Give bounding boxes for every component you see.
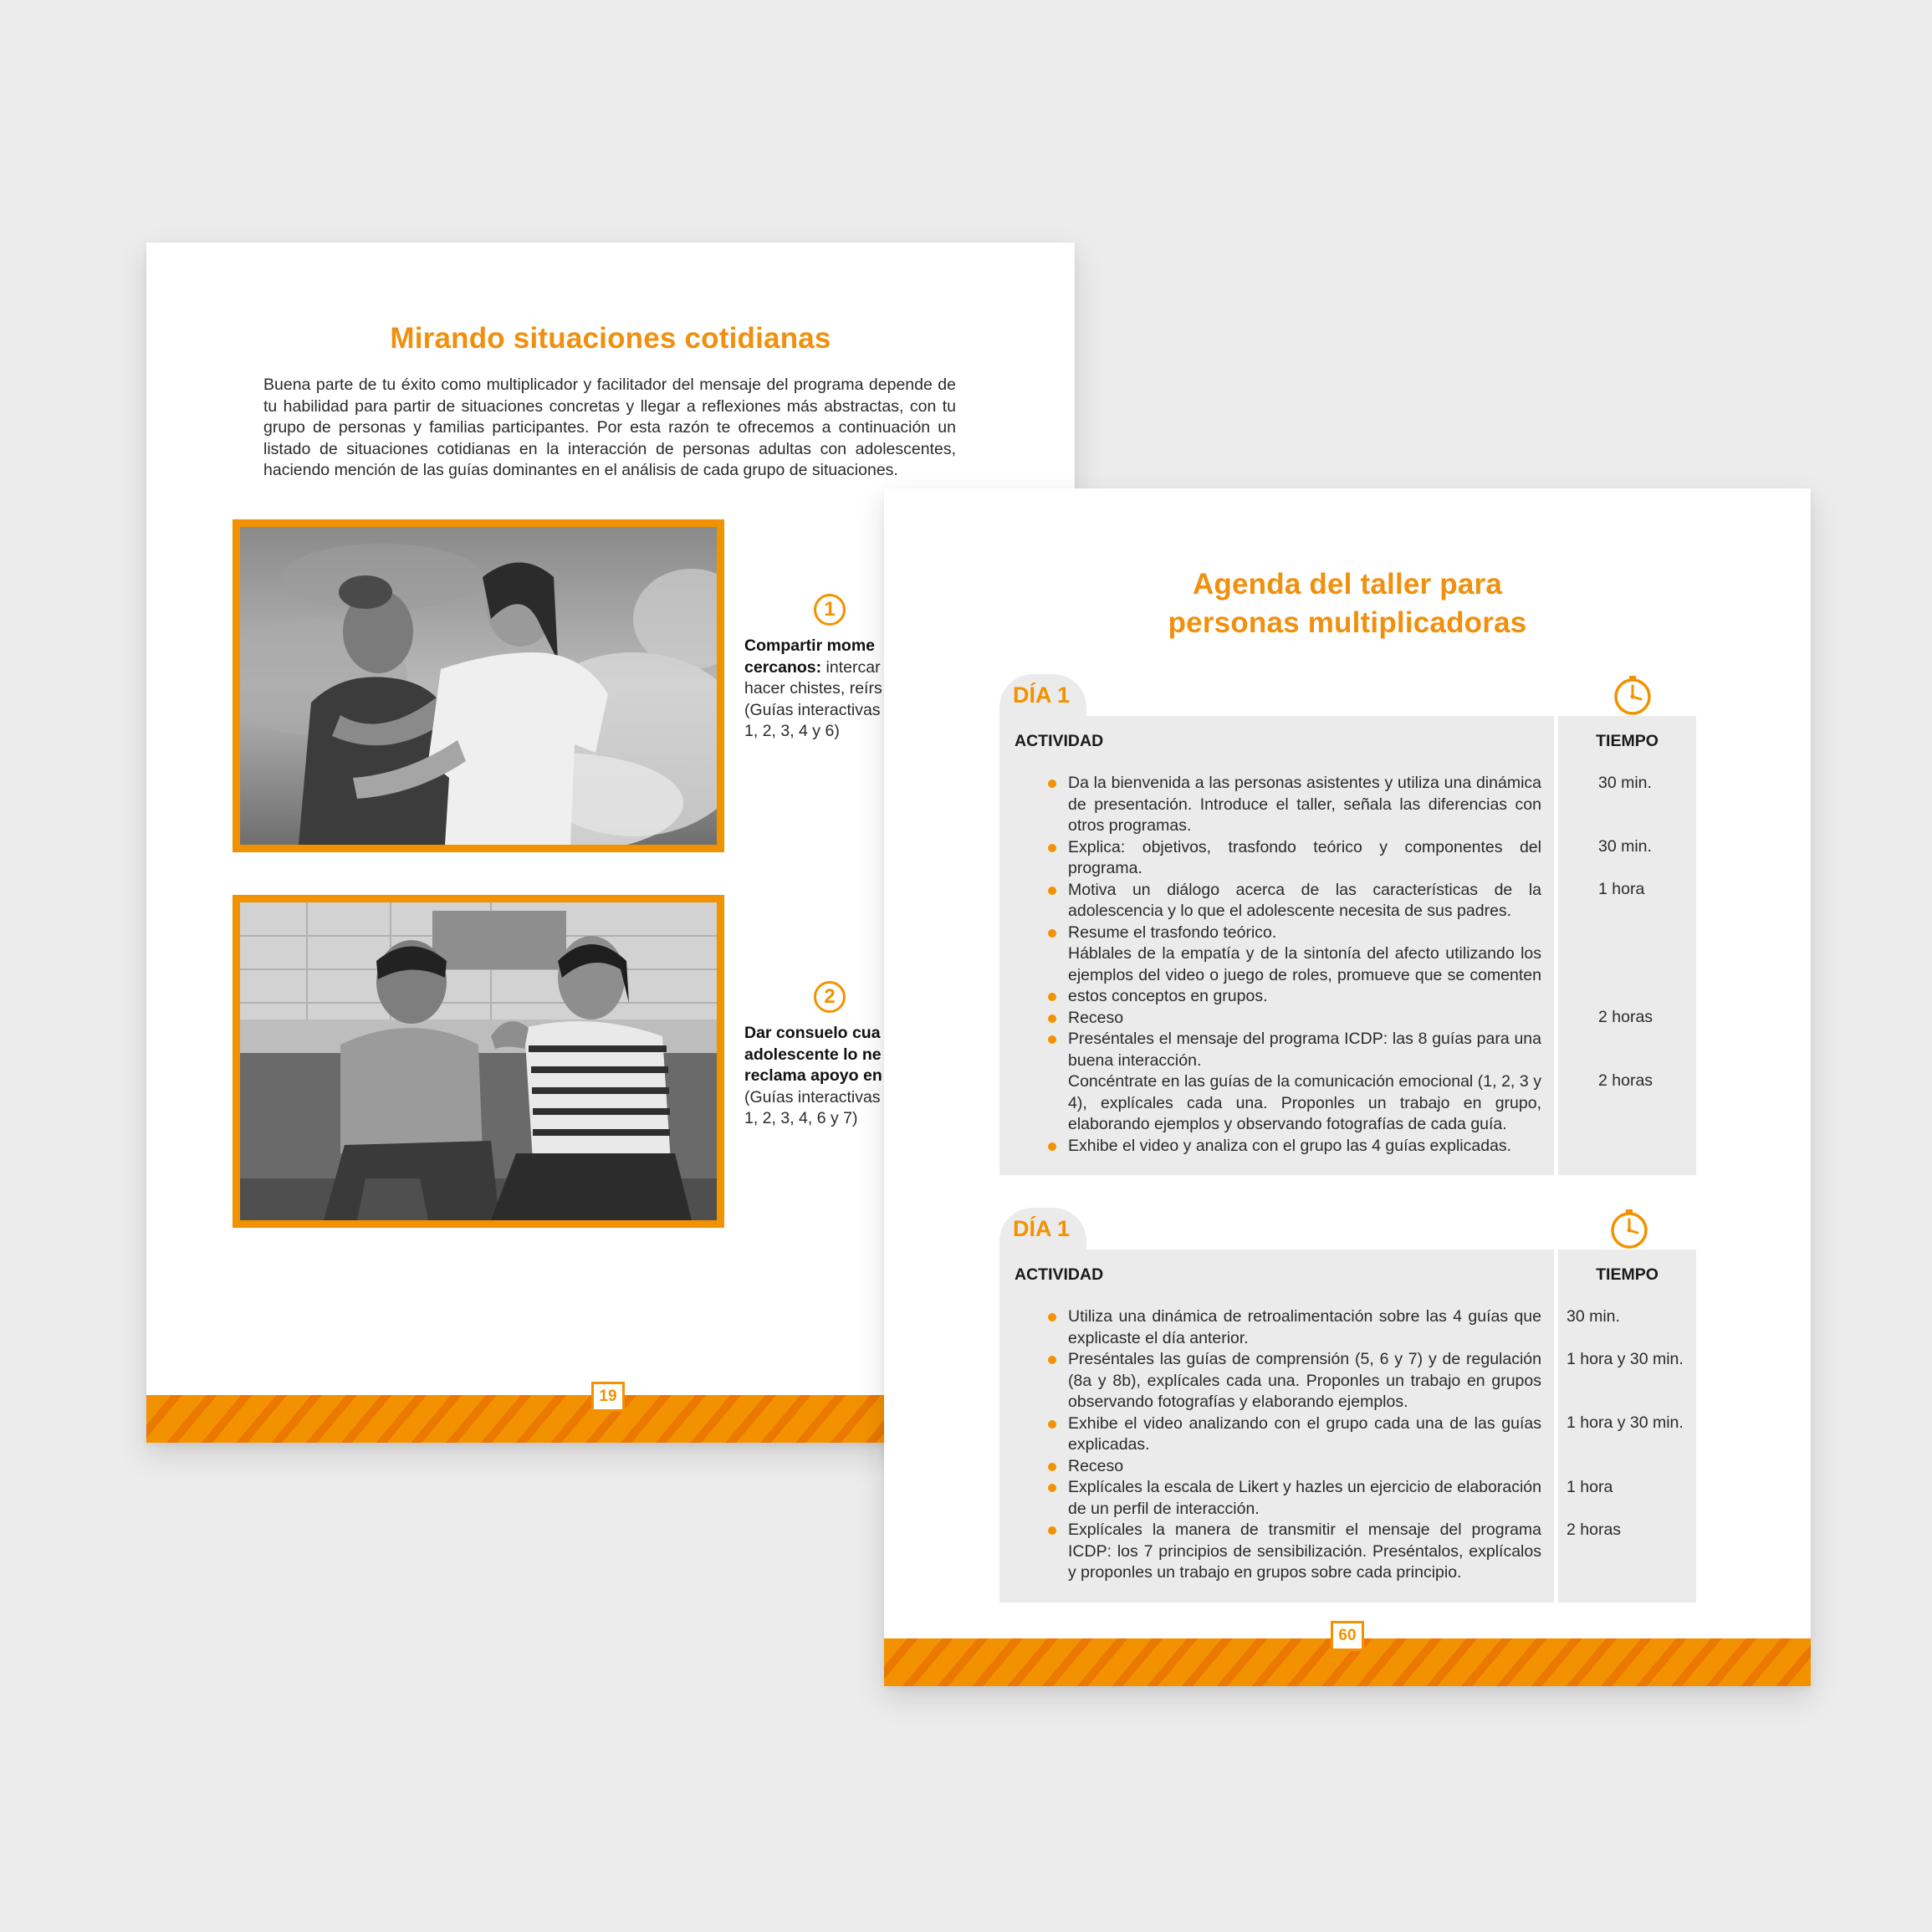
situation-body: intercar hacer chistes, reírs (Guías interactivas 1, 2, 3, 4 y 6) <box>744 657 882 740</box>
activity-item: Exhibe el video analizando con el grupo cada una de las guías explicadas. <box>999 1413 1554 1456</box>
activity-item: Receso <box>999 1008 1554 1030</box>
situation-title: Dar consuelo cua adolescente lo ne reclama apoyo en <box>744 1024 882 1085</box>
intro-paragraph: Buena parte de tu éxito como multiplicador y facilitador del mensaje del programa depende de tu habilidad para partir de situaciones concretas y llegar a reflexiones más abstractas, con tu grupo de personas y familias participantes. Por esta razón te ofrecemos a continuación un listado de situaciones cotidianas en la interacción de personas adultas con adolescentes, haciendo mención de las guías dominantes en el análisis de cada grupo de situaciones. <box>263 376 956 479</box>
time-value: 1 hora y 30 min. <box>1567 1350 1684 1368</box>
time-value: 1 hora y 30 min. <box>1567 1413 1684 1432</box>
activity-header: ACTIVIDAD <box>1015 1265 1104 1284</box>
activity-column <box>999 716 1554 1175</box>
photo-comfort <box>233 895 724 1228</box>
front-page <box>884 488 1811 1686</box>
time-value: 2 horas <box>1567 1521 1622 1539</box>
activity-item: Resume el trasfondo teórico. <box>999 923 1554 944</box>
activity-item: Explícales la escala de Likert y hazles un ejercicio de elaboración de un perfil de interacción. <box>999 1477 1554 1520</box>
photo-embrace-image <box>240 527 717 845</box>
activity-item: Motiva un diálogo acerca de las características de la adolescencia y lo que el adolescente necesita de sus padres. <box>999 880 1554 923</box>
activity-list <box>999 1306 1554 1584</box>
number-badge: 1 <box>814 594 846 626</box>
activity-column <box>999 1250 1554 1602</box>
situation-body: (Guías interactivas 1, 2, 3, 4, 6 y 7) <box>744 1087 881 1127</box>
activity-item: Explícales la manera de transmitir el mensaje del programa ICDP: los 7 principios de sensibilización. Preséntalos, explícalos y proponles un trabajo en grupos sobre cada principio. <box>999 1520 1554 1584</box>
activity-item: Preséntales las guías de comprensión (5, 6 y 7) y de regulación (8a y 8b), explícales cada una. Proponles un trabajo en grupos observando fotografías y elaborando ejemplos. <box>999 1349 1554 1413</box>
time-value: 2 horas <box>1598 1008 1653 1026</box>
activity-list <box>999 773 1554 1157</box>
clock-icon <box>1612 674 1653 716</box>
time-value: 30 min. <box>1598 774 1652 792</box>
time-value: 30 min. <box>1598 837 1652 856</box>
activity-item: Receso <box>999 1456 1554 1478</box>
time-value: 30 min. <box>1567 1307 1620 1326</box>
clock-icon <box>1608 1208 1650 1250</box>
page-title: Mirando situaciones cotidianas <box>390 322 831 355</box>
time-header: TIEMPO <box>1596 1265 1659 1284</box>
day-label: DÍA 1 <box>999 1208 1086 1250</box>
time-column <box>1558 716 1696 1175</box>
activity-item: Preséntales el mensaje del programa ICDP: las 8 guías para una buena interacción. <box>999 1029 1554 1071</box>
activity-item: Exhibe el video y analiza con el grupo las 4 guías explicadas. <box>999 1136 1554 1158</box>
activity-header: ACTIVIDAD <box>1015 732 1104 750</box>
photo-comfort-image <box>240 902 717 1220</box>
day-label: DÍA 1 <box>999 674 1086 716</box>
activity-item: Háblales de la empatía y de la sintonía del afecto utilizando los ejemplos del video o juego de roles, promueve que se comenten estos conceptos en grupos. <box>999 943 1554 1008</box>
page-title: Agenda del taller para personas multiplicadoras <box>1168 568 1527 639</box>
number-badge: 2 <box>814 981 846 1013</box>
time-column <box>1558 1250 1696 1602</box>
page-number: 19 <box>591 1382 625 1412</box>
activity-item: Da la bienvenida a las personas asistentes y utiliza una dinámica de presentación. Introduce el taller, señala las diferencias con otros programas. <box>999 773 1554 837</box>
time-value: 1 hora <box>1598 880 1645 898</box>
time-header: TIEMPO <box>1596 732 1659 750</box>
activity-item: Explica: objetivos, trasfondo teórico y componentes del programa. <box>999 837 1554 880</box>
time-value: 1 hora <box>1567 1478 1613 1496</box>
activity-item: Concéntrate en las guías de la comunicación emocional (1, 2, 3 y 4), explícales cada una. Proponles un trabajo en grupo, elaborando ejemplos y observando fotografías de cada guía. <box>1068 1072 1541 1133</box>
page-number: 60 <box>1331 1621 1364 1651</box>
photo-embrace <box>233 519 724 852</box>
situation-title: Compartir mome cercanos: <box>744 636 876 677</box>
time-value: 2 horas <box>1598 1071 1653 1090</box>
activity-item: Utiliza una dinámica de retroalimentación sobre las 4 guías que explicaste el día anterior. <box>999 1306 1554 1349</box>
